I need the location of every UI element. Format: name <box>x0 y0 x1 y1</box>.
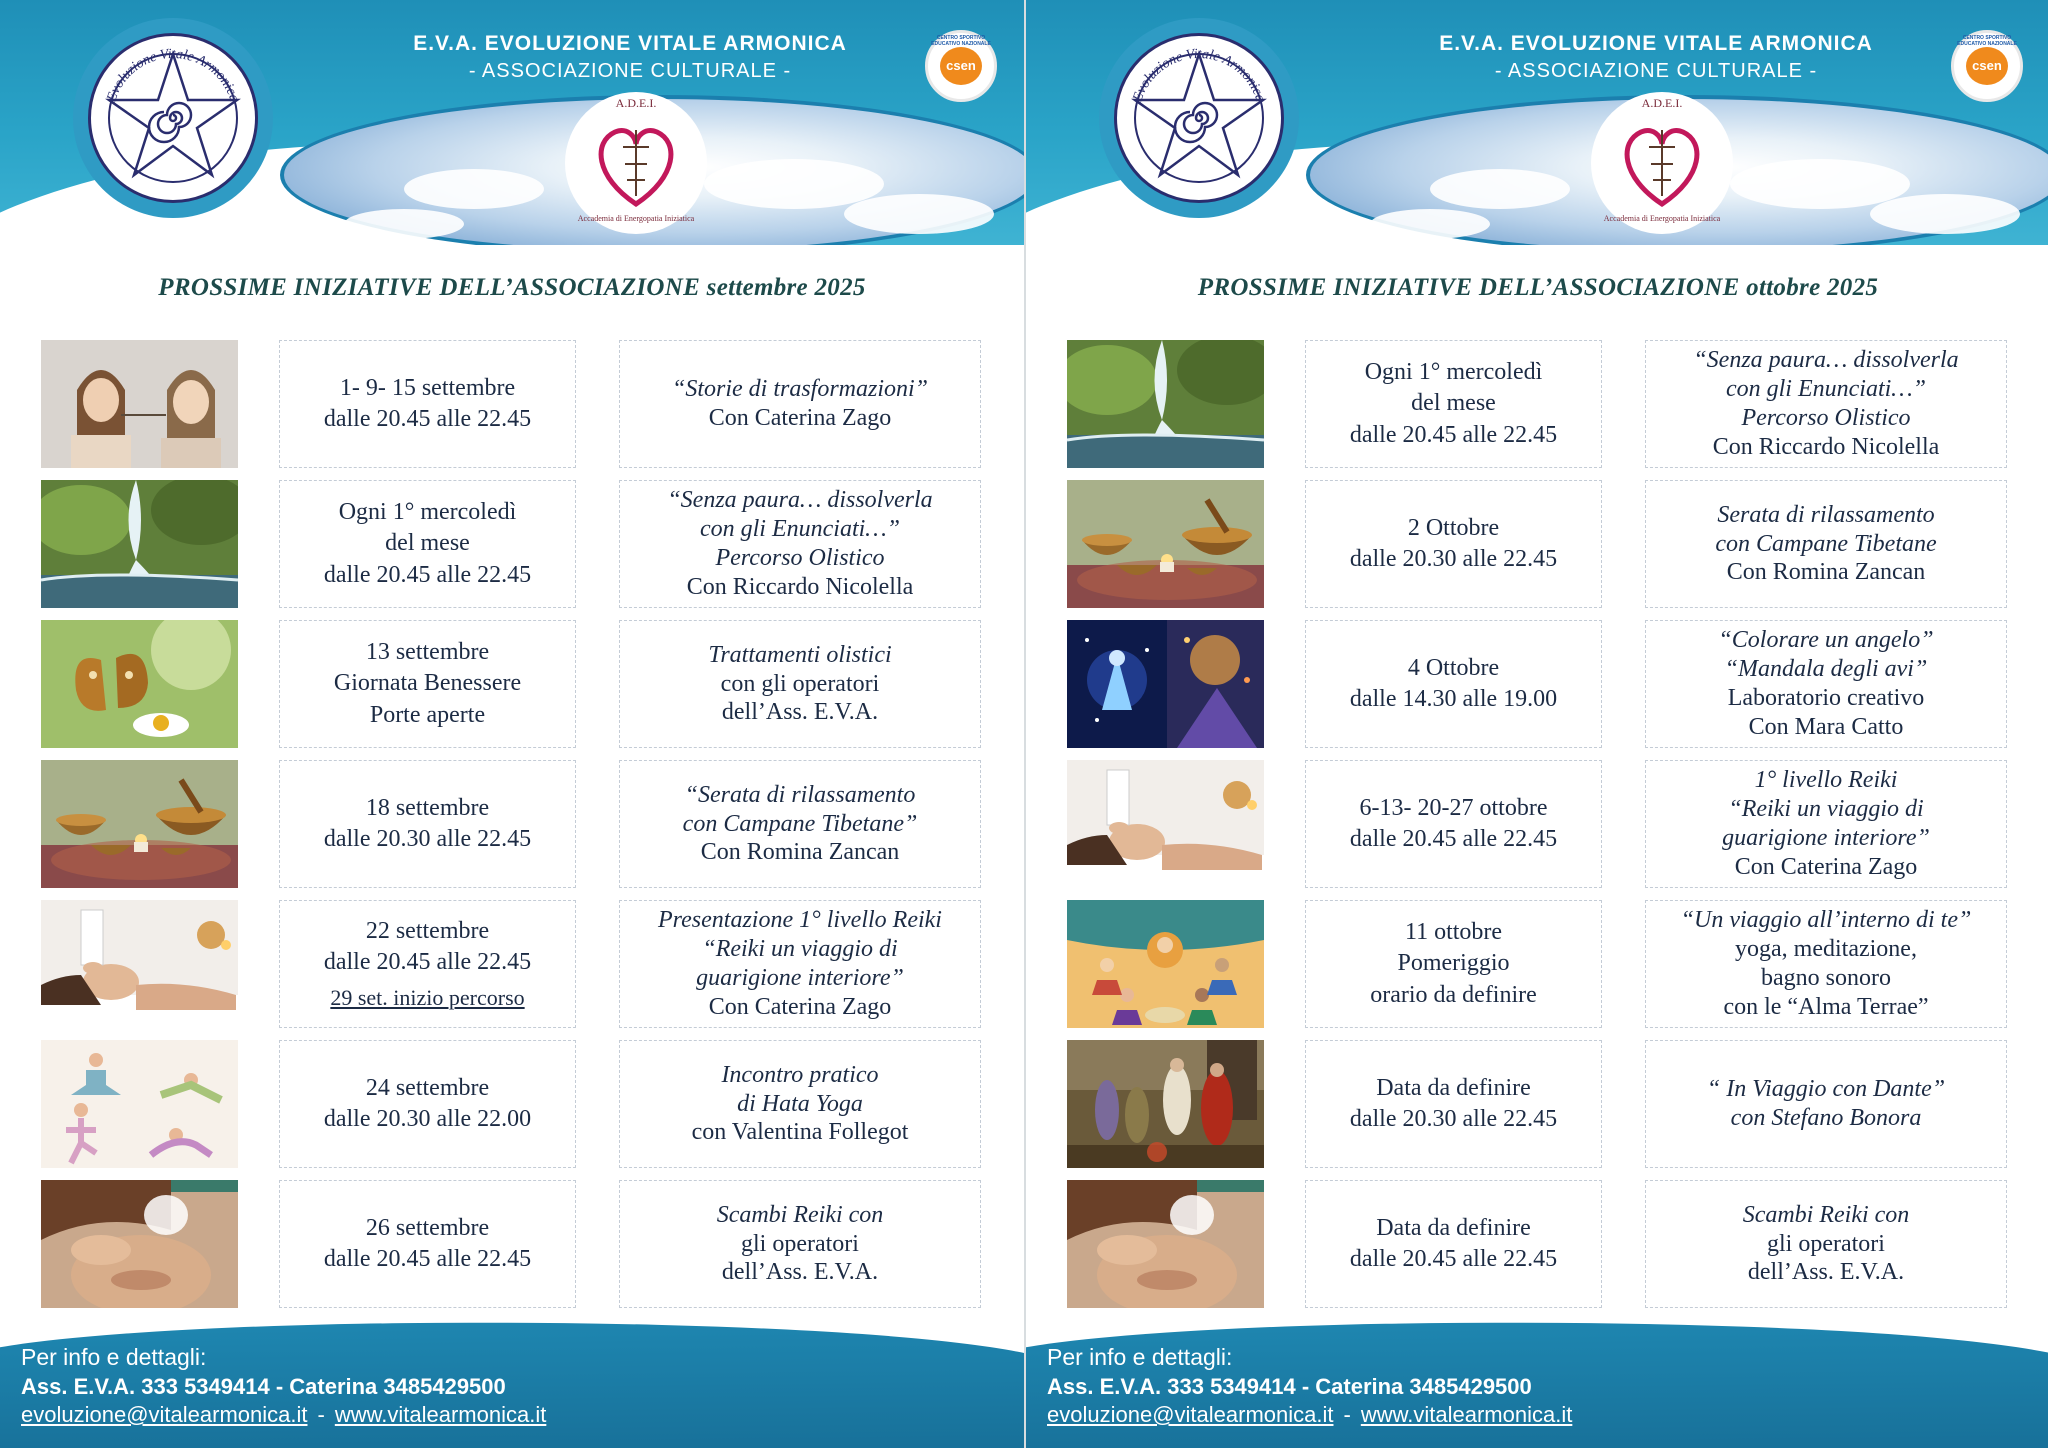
date-line: dalle 20.45 alle 22.45 <box>1349 1246 1558 1272</box>
event-date-cell <box>1305 760 1602 888</box>
footer-separator: - <box>1343 1402 1351 1427</box>
date-line: orario da definire <box>1370 981 1537 1008</box>
event-line: Con Caterina Zago <box>708 993 892 1020</box>
date-line: dalle 20.45 alle 22.45 <box>323 406 532 432</box>
dante-painting-image <box>1067 1040 1264 1168</box>
waterfall-forest-image <box>1067 340 1264 468</box>
event-date-cell <box>279 480 576 608</box>
footer-links <box>1047 1402 1572 1428</box>
event-line: “Mandala degli avi” <box>1724 656 1928 683</box>
event-date-cell <box>279 340 576 468</box>
event-description-cell <box>619 760 981 888</box>
event-line: Trattamenti olistici <box>708 641 892 668</box>
event-date-cell <box>1305 1040 1602 1168</box>
date-line: dalle 14.30 alle 19.00 <box>1349 686 1558 712</box>
event-line: dell’Ass. E.V.A. <box>721 1259 879 1286</box>
event-date-cell <box>1305 1180 1602 1308</box>
event-description-cell <box>619 340 981 468</box>
footer-label: Per info e dettagli: <box>21 1344 207 1370</box>
two-women-portrait-image <box>41 340 238 468</box>
event-line: “Reiki un viaggio di <box>1728 796 1924 823</box>
event-line: “Serata di rilassamento <box>684 781 916 808</box>
event-line: Con Caterina Zago <box>708 405 892 431</box>
date-line: Ogni 1° mercoledì <box>1364 359 1543 386</box>
reiki-face-image <box>41 1180 238 1308</box>
event-description-cell <box>1645 340 2007 468</box>
date-line: 13 settembre <box>365 639 490 666</box>
date-line: 22 settembre <box>365 917 490 944</box>
event-line: Con Mara Catto <box>1748 713 1904 740</box>
event-line: Con Romina Zancan <box>1726 559 1926 586</box>
event-line: gli operatori <box>741 1230 859 1257</box>
event-line: di Hata Yoga <box>737 1090 863 1117</box>
website-link[interactable]: www.vitalearmonica.it <box>334 1402 547 1427</box>
date-line: Ogni 1° mercoledì <box>338 499 517 526</box>
yoga-poses-image <box>41 1040 238 1168</box>
event-date-cell <box>279 1040 576 1168</box>
event-line: dell’Ass. E.V.A. <box>721 699 879 726</box>
eva-logo <box>1114 33 1284 203</box>
event-description-cell <box>1645 620 2007 748</box>
event-line: con Campane Tibetane” <box>682 810 918 837</box>
event-line: con gli Enunciati…” <box>1725 376 1926 403</box>
event-row <box>0 340 1024 468</box>
email-link[interactable]: evoluzione@vitalearmonica.it <box>1047 1402 1334 1427</box>
event-description-cell <box>619 480 981 608</box>
event-line: Con Caterina Zago <box>1734 853 1918 880</box>
event-description-cell <box>1645 1180 2007 1308</box>
date-line: dalle 20.30 alle 22.45 <box>323 826 532 852</box>
event-row <box>1026 1040 2048 1168</box>
header-banner <box>1026 0 2048 245</box>
website-link[interactable]: www.vitalearmonica.it <box>1360 1402 1573 1427</box>
csen-logo: CENTRO SPORTIVO EDUCATIVO NAZIONALE csen <box>925 30 997 102</box>
svg-text:Evoluzione Vitale Armonica: Evoluzione Vitale Armonica <box>1130 46 1268 104</box>
event-date-cell <box>279 760 576 888</box>
event-description-cell <box>1645 900 2007 1028</box>
event-row <box>1026 340 2048 468</box>
event-line: “Reiki un viaggio di <box>702 936 898 963</box>
eva-logo <box>88 33 258 203</box>
footer-separator: - <box>317 1402 325 1427</box>
date-line: dalle 20.30 alle 22.45 <box>1349 1106 1558 1132</box>
event-date-cell <box>1305 900 1602 1028</box>
event-line: “Colorare un angelo” <box>1718 627 1934 654</box>
event-description-cell <box>619 620 981 748</box>
event-line: yoga, meditazione, <box>1735 936 1917 963</box>
event-line: guarigione interiore” <box>696 965 904 991</box>
event-description-cell <box>619 900 981 1028</box>
adei-logo: A.D.E.I. Accademia di Energopatia Iniziatica <box>565 92 707 234</box>
header-banner <box>0 0 1024 245</box>
date-line: del mese <box>385 530 470 557</box>
association-title: E.V.A. EVOLUZIONE VITALE ARMONICA <box>413 32 847 55</box>
section-heading: PROSSIME INIZIATIVE DELL’ASSOCIAZIONE ottobre 2025 <box>1197 274 1879 301</box>
event-row <box>0 1040 1024 1168</box>
event-line: con Stefano Bonora <box>1730 1105 1922 1131</box>
footer-label: Per info e dettagli: <box>1047 1344 1233 1370</box>
event-row <box>1026 480 2048 608</box>
event-line: guarigione interiore” <box>1722 825 1930 851</box>
event-line: con Campane Tibetane <box>1715 530 1937 557</box>
association-subtitle: - ASSOCIAZIONE CULTURALE - <box>468 60 792 82</box>
reiki-face-image <box>1067 1180 1264 1308</box>
tibetan-bowls-image <box>41 760 238 888</box>
date-line: 26 settembre <box>365 1214 490 1241</box>
date-line: 2 Ottobre <box>1407 514 1500 541</box>
footer-contacts <box>1026 1322 2048 1448</box>
date-line: del mese <box>1411 390 1496 417</box>
event-row <box>0 1180 1024 1308</box>
event-date-cell <box>279 1180 576 1308</box>
event-line: Percorso Olistico <box>1741 405 1911 431</box>
event-line: Con Riccardo Nicolella <box>1712 433 1940 460</box>
event-line: “Storie di trasformazioni” <box>671 376 929 403</box>
event-description-cell <box>619 1180 981 1308</box>
event-description-cell <box>1645 480 2007 608</box>
date-line: Giornata Benessere <box>333 670 522 697</box>
date-line: dalle 20.45 alle 22.45 <box>323 948 532 975</box>
date-line: dalle 20.45 alle 22.45 <box>1349 421 1558 448</box>
tibetan-bowls-image <box>1067 480 1264 608</box>
event-line: Scambi Reiki con <box>1742 1201 1910 1228</box>
footer-links <box>21 1402 546 1428</box>
event-line: “ In Viaggio con Dante” <box>1706 1076 1946 1103</box>
event-date-cell <box>1305 620 1602 748</box>
date-line: 24 settembre <box>365 1074 490 1101</box>
adei-logo: A.D.E.I. Accademia di Energopatia Iniziatica <box>1591 92 1733 234</box>
footer-phones: Ass. E.V.A. 333 5349414 - Caterina 3485429500 <box>21 1374 506 1399</box>
event-line: 1° livello Reiki <box>1754 767 1898 794</box>
event-line: con gli Enunciati…” <box>699 516 900 543</box>
event-line: “Senza paura… dissolverla <box>667 487 933 514</box>
event-row <box>1026 900 2048 1028</box>
event-row <box>0 760 1024 888</box>
event-row <box>1026 760 2048 888</box>
svg-text:Evoluzione Vitale Armonica: Evoluzione Vitale Armonica <box>104 46 242 104</box>
event-line: bagno sonoro <box>1761 965 1891 991</box>
event-date-cell <box>1305 480 1602 608</box>
csen-logo: CENTRO SPORTIVO EDUCATIVO NAZIONALE csen <box>1951 30 2023 102</box>
event-line: Laboratorio creativo <box>1727 685 1925 711</box>
event-row <box>0 480 1024 608</box>
date-line: dalle 20.45 alle 22.45 <box>323 561 532 588</box>
event-line: con gli operatori <box>720 670 880 697</box>
event-row <box>1026 620 2048 748</box>
event-line: Con Romina Zancan <box>700 839 900 866</box>
event-date-cell <box>279 620 576 748</box>
event-line: Percorso Olistico <box>715 545 885 571</box>
section-heading: PROSSIME INIZIATIVE DELL’ASSOCIAZIONE settembre 2025 <box>158 274 866 301</box>
event-row <box>0 900 1024 1028</box>
reiki-treatment-image <box>1067 760 1264 888</box>
date-line: Pomeriggio <box>1397 950 1510 977</box>
event-line: Scambi Reiki con <box>716 1201 884 1228</box>
event-date-cell <box>1305 340 1602 468</box>
event-date-cell <box>279 900 576 1028</box>
date-line: Porte aperte <box>369 701 486 728</box>
date-line: Data da definire <box>1376 1214 1531 1241</box>
event-line: “Un viaggio all’interno di te” <box>1680 907 1972 934</box>
date-line: dalle 20.45 alle 22.45 <box>323 1246 532 1272</box>
event-description-cell <box>1645 1040 2007 1168</box>
event-description-cell <box>619 1040 981 1168</box>
footer-phones: Ass. E.V.A. 333 5349414 - Caterina 3485429500 <box>1047 1374 1532 1399</box>
date-line: dalle 20.30 alle 22.00 <box>323 1106 532 1132</box>
event-line: Con Riccardo Nicolella <box>686 573 914 600</box>
event-line: gli operatori <box>1767 1230 1885 1257</box>
footer-contacts <box>0 1322 1024 1448</box>
event-line: Serata di rilassamento <box>1717 501 1935 528</box>
association-title: E.V.A. EVOLUZIONE VITALE ARMONICA <box>1439 32 1873 55</box>
reiki-treatment-image <box>41 900 238 1028</box>
date-line: 18 settembre <box>365 794 490 821</box>
email-link[interactable]: evoluzione@vitalearmonica.it <box>21 1402 308 1427</box>
event-description-cell <box>1645 760 2007 888</box>
event-row <box>1026 1180 2048 1308</box>
meditation-group-image <box>1067 900 1264 1028</box>
event-line: dell’Ass. E.V.A. <box>1747 1259 1905 1286</box>
event-line: con le “Alma Terrae” <box>1723 993 1929 1020</box>
association-subtitle: - ASSOCIAZIONE CULTURALE - <box>1494 60 1818 82</box>
date-line: 4 Ottobre <box>1407 654 1500 681</box>
date-line: 11 ottobre <box>1404 919 1503 946</box>
date-note: 29 set. inizio percorso <box>330 984 525 1010</box>
angel-mandala-image <box>1067 620 1264 748</box>
date-line: Data da definire <box>1376 1074 1531 1101</box>
event-row <box>0 620 1024 748</box>
event-line: Presentazione 1° livello Reiki <box>658 907 942 934</box>
butterfly-flower-image <box>41 620 238 748</box>
event-line: Incontro pratico <box>721 1061 879 1088</box>
date-line: dalle 20.45 alle 22.45 <box>1349 826 1558 852</box>
date-line: 1- 9- 15 settembre <box>339 374 516 401</box>
event-line: “Senza paura… dissolverla <box>1693 347 1959 374</box>
waterfall-forest-image <box>41 480 238 608</box>
event-line: con Valentina Follegot <box>691 1119 909 1146</box>
date-line: dalle 20.30 alle 22.45 <box>1349 546 1558 572</box>
date-line: 6-13- 20-27 ottobre <box>1359 794 1548 821</box>
flyer-october <box>1026 0 2048 1448</box>
